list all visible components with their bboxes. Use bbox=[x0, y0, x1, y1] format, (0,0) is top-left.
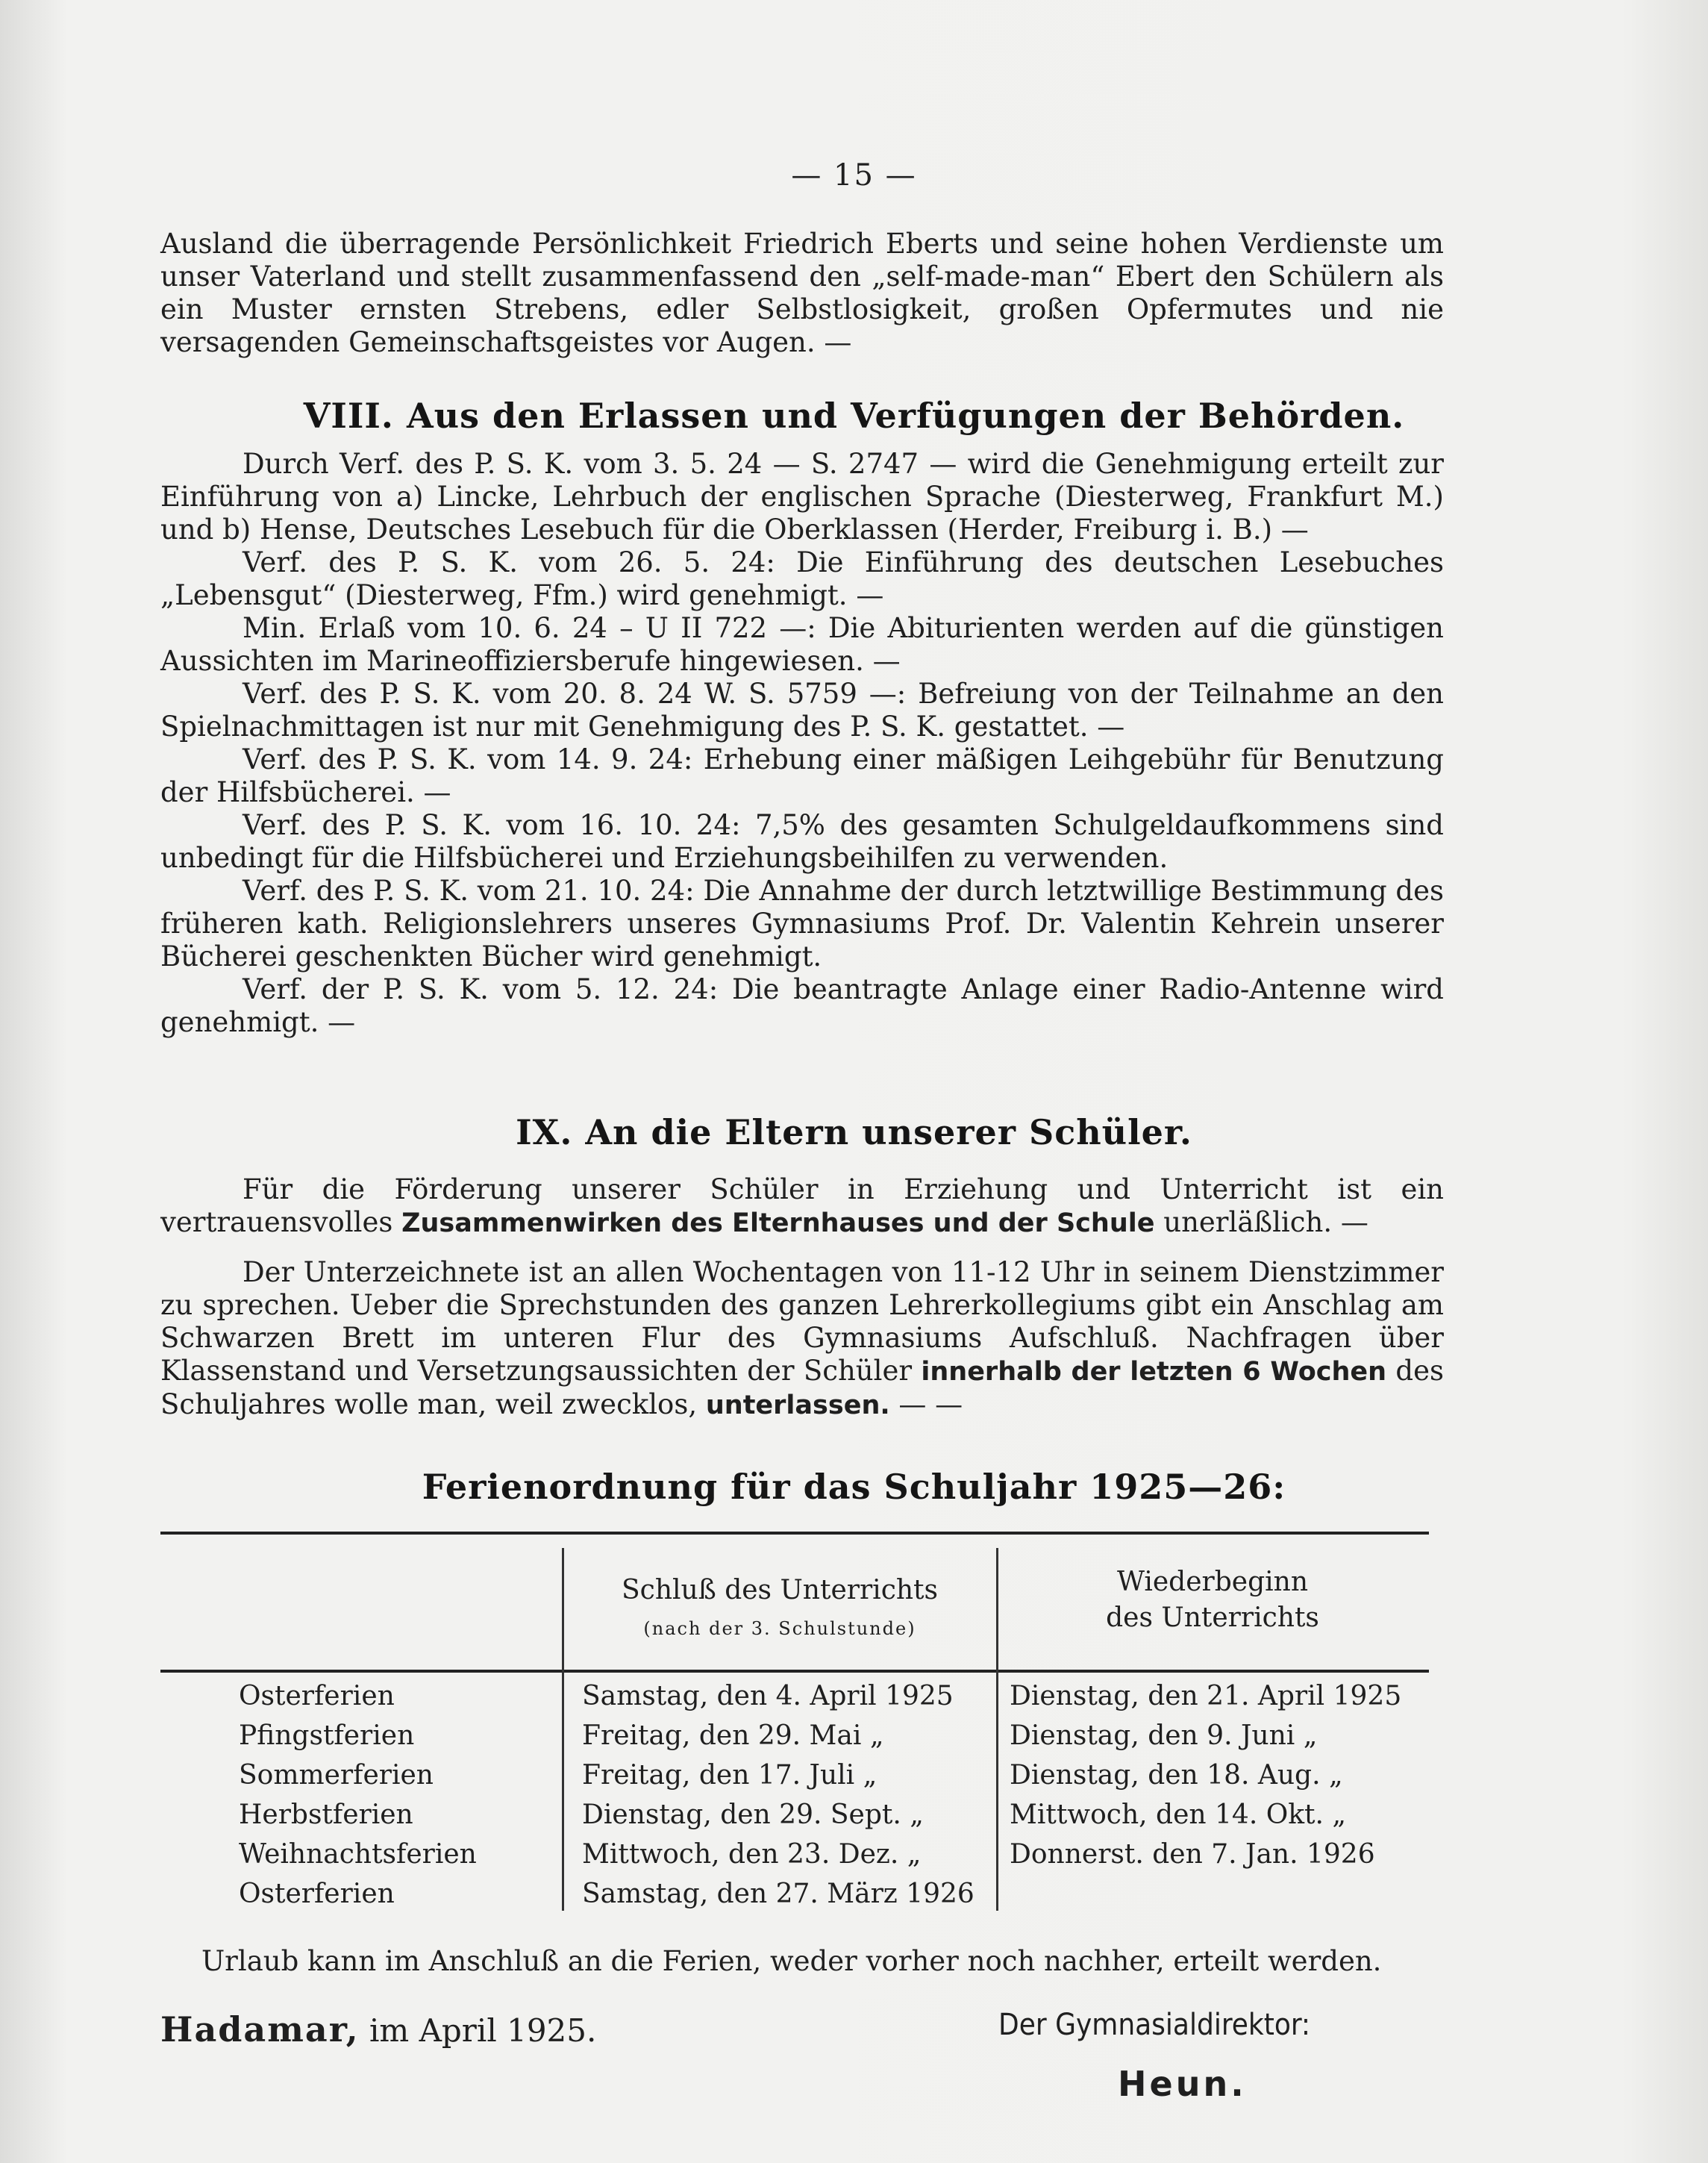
leave-note: Urlaub kann im Anschluß an die Ferien, weder vorher noch nachher, erteilt werden. bbox=[201, 1945, 1382, 1977]
row-lesson-end: Dienstag, den 29. Sept. „ bbox=[582, 1800, 924, 1830]
parents-paragraph-2 bbox=[160, 1256, 1444, 1422]
row-lesson-restart: Dienstag, den 18. Aug. „ bbox=[1010, 1760, 1343, 1791]
parents-p2-bold-1: innerhalb der letzten 6 Wochen bbox=[921, 1357, 1387, 1387]
director-title: Der Gymnasialdirektor: bbox=[998, 2008, 1311, 2042]
section-9-body bbox=[160, 1173, 1444, 1422]
decree-paragraph: Verf. des P. S. K. vom 20. 8. 24 W. S. 5759 —: Befreiung von der Teilnahme an den Spielnachmittagen ist nur mit Genehmigung des P. S. K. gestattet. — bbox=[160, 678, 1444, 743]
row-lesson-end: Samstag, den 27. März 1926 bbox=[582, 1879, 975, 1909]
header-lesson-restart bbox=[1011, 1564, 1414, 1636]
parents-p2-start: Der Unterzeichnete ist an allen Wochentagen von 11-12 Uhr in seinem Dienstzimmer zu sprechen. Ueber die Sprechstunden des ganzen Lehrerkollegiums gibt ein Anschlag am Schwarzen Brett im unteren Flur des Gymnasiums Aufschluß. Nachfragen über Klassenstand und Versetzungsaussichten der Schüler bbox=[160, 1256, 1444, 1387]
parents-p2-bold-2: unterlassen. bbox=[705, 1390, 890, 1420]
decree-paragraph: Durch Verf. des P. S. K. vom 3. 5. 24 — S. 2747 — wird die Genehmigung erteilt zur Einführung von a) Lincke, Lehrbuch der englischen Sprache (Diesterweg, Frankfurt M.) und b) Hense, Deutsches Lesebuch für die Oberklassen (Herder, Freiburg i. B.) — bbox=[160, 448, 1444, 546]
section-8-body bbox=[160, 448, 1444, 1039]
row-holiday-name: Sommerferien bbox=[239, 1760, 434, 1791]
decree-paragraph: Min. Erlaß vom 10. 6. 24 – U II 722 —: Die Abiturienten werden auf die günstigen Aussichten im Marineoffiziersberufe hingewiesen. — bbox=[160, 612, 1444, 677]
row-holiday-name: Pfingstferien bbox=[239, 1720, 415, 1751]
page-number: — 15 — bbox=[791, 158, 917, 193]
section-9-heading: IX. An die Eltern unserer Schüler. bbox=[516, 1112, 1192, 1152]
header-lesson-end-title: Schluß des Unterrichts bbox=[622, 1575, 938, 1605]
table-divider-2 bbox=[996, 1548, 998, 1911]
signature-date: im April 1925. bbox=[369, 2012, 597, 2049]
table-header-rule bbox=[160, 1670, 1429, 1673]
intro-text: Ausland die überragende Persönlichkeit Friedrich Eberts und seine hohen Verdienste um unser Vaterland und stellt zusammenfassend den „self-made-man“ Ebert den Schülern als ein Muster ernsten Strebens, edler Selbstlosigkeit, großen Opfermutes und nie versagenden Gemeinschaftsgeistes vor Augen. — bbox=[160, 228, 1444, 358]
header-restart-line-1: Wiederbeginn bbox=[1116, 1567, 1309, 1597]
parents-p2-end: — — bbox=[898, 1388, 963, 1420]
decree-paragraph: Verf. des P. S. K. vom 26. 5. 24: Die Einführung des deutschen Lesebuches „Lebensgut“ (Diesterweg, Ffm.) wird genehmigt. — bbox=[160, 546, 1444, 611]
row-holiday-name: Osterferien bbox=[239, 1879, 395, 1909]
director-name: Heun. bbox=[1118, 2064, 1247, 2104]
row-holiday-name: Weihnachtsferien bbox=[239, 1839, 477, 1870]
decree-paragraph: Verf. des P. S. K. vom 21. 10. 24: Die Annahme der durch letztwillige Bestimmung des früheren kath. Religionslehrers unseres Gymnasiums Prof. Dr. Valentin Kehrein unserer Bücherei geschenkten Bücher wird genehmigt. bbox=[160, 875, 1444, 973]
row-lesson-end: Freitag, den 29. Mai „ bbox=[582, 1720, 884, 1751]
row-lesson-restart: Dienstag, den 9. Juni „ bbox=[1010, 1720, 1318, 1751]
header-lesson-end bbox=[578, 1573, 981, 1647]
holiday-table bbox=[160, 1532, 1429, 1920]
parents-paragraph-1 bbox=[160, 1173, 1444, 1240]
decree-paragraph: Verf. der P. S. K. vom 5. 12. 24: Die beantragte Anlage einer Radio-Antenne wird genehmigt. — bbox=[160, 973, 1444, 1038]
row-lesson-end: Samstag, den 4. April 1925 bbox=[582, 1681, 954, 1711]
intro-paragraph bbox=[160, 228, 1444, 359]
row-lesson-end: Freitag, den 17. Juli „ bbox=[582, 1760, 878, 1791]
row-holiday-name: Herbstferien bbox=[239, 1800, 413, 1830]
place-date bbox=[160, 2009, 596, 2050]
table-top-rule bbox=[160, 1532, 1429, 1535]
row-lesson-restart: Donnerst. den 7. Jan. 1926 bbox=[1010, 1839, 1375, 1870]
holiday-schedule-heading: Ferienordnung für das Schuljahr 1925—26: bbox=[422, 1467, 1286, 1507]
parents-p1-start: Für die Förderung unserer Schüler in Erziehung und Unterricht ist ein vertrauensvolles bbox=[160, 1173, 1444, 1238]
row-lesson-end: Mittwoch, den 23. Dez. „ bbox=[582, 1839, 922, 1870]
header-lesson-end-sub: (nach der 3. Schulstunde) bbox=[643, 1618, 916, 1639]
header-restart-line-2: des Unterrichts bbox=[1106, 1602, 1319, 1633]
decree-paragraph: Verf. des P. S. K. vom 16. 10. 24: 7,5% des gesamten Schulgeldaufkommens sind unbedingt für die Hilfsbücherei und Erziehungsbeihilfen zu verwenden. bbox=[160, 809, 1444, 874]
row-lesson-restart: Dienstag, den 21. April 1925 bbox=[1010, 1681, 1402, 1711]
section-8-heading: VIII. Aus den Erlassen und Verfügungen der Behörden. bbox=[303, 396, 1405, 436]
row-holiday-name: Osterferien bbox=[239, 1681, 395, 1711]
parents-p1-end: unerläßlich. — bbox=[1163, 1206, 1368, 1238]
parents-p2-mid: des Schuljahres wolle man, weil zwecklos, bbox=[160, 1355, 1444, 1420]
place-name: Hadamar, bbox=[160, 2009, 360, 2050]
row-lesson-restart: Mittwoch, den 14. Okt. „ bbox=[1010, 1800, 1347, 1830]
parents-p1-bold: Zusammenwirken des Elternhauses und der Schule bbox=[401, 1208, 1155, 1238]
decree-paragraph: Verf. des P. S. K. vom 14. 9. 24: Erhebung einer mäßigen Leihgebühr für Benutzung der Hilfsbücherei. — bbox=[160, 743, 1444, 808]
table-divider-1 bbox=[562, 1548, 564, 1911]
